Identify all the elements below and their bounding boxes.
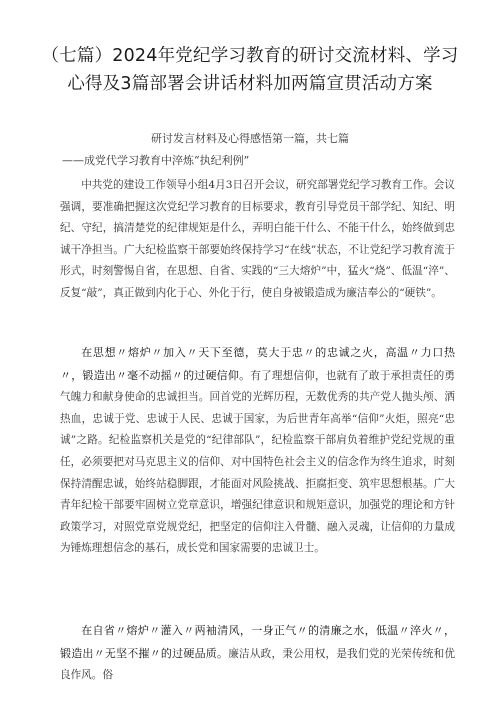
paragraph-2 xyxy=(60,342,455,560)
section-subheading: 研讨发言材料及心得感悟第一篇，共七篇 xyxy=(151,132,349,145)
article-byline: ——成党代学习教育中淬炼“执纪利例” xyxy=(62,154,250,167)
title-line-2: 心得及3篇部署会讲话材料加两篇宣贯活动方案 xyxy=(67,74,433,94)
paragraph-3-body: 廉洁从政，秉公用权，是我们党的光荣传统和优良作风。俗 xyxy=(60,647,456,682)
paragraph-1-body: 中共党的建设工作领导小组4月3日召开会议，研究部署党纪学习教育工作。会议强调，要准确把握这次党纪学习教育的目标要求，教育引导党员干部学纪、知纪、明纪、守纪，搞清楚党的纪律规矩是什么，弄明白能干什么、不能干什么，始终做到忠诚干净担当。广大纪检监察干部要始终保持学习“在线”状态，不让党纪学习教育流于形式，时刻警惕自省，在思想、自省、实践的“三大熔炉”中，猛火“烧”、低温“淬”、反复“敲”，真正做到内化于心、外化于行，使自身被锻造成为廉洁奉公的“硬铁”。 xyxy=(60,179,455,299)
title-line-1: （七篇）2024年党纪学习教育的研讨交流材料、学习 xyxy=(41,46,459,66)
document-title xyxy=(30,42,470,98)
paragraph-2-lead: 在思想〃熔炉〃加入〃天下至德，莫大于忠〃的忠诚之火，高温〃力口热〃，锻造出〃毫不动摇〃的过硬信仰。 xyxy=(60,346,455,382)
paragraph-3-lead: 在自省〃熔炉〃灌入〃两袖清风，一身正气〃的清廉之水，低温〃淬火〃，锻造出〃无坚不摧〃的过硬品质。 xyxy=(60,624,455,660)
paragraph-2-body: 有了理想信仰，也就有了敢于承担责任的勇气魄力和献身使命的忠诚担当。回首党的光辉历程，无数优秀的共产党人抛头颅、洒热血，忠诚于党、忠诚于人民、忠诚于国家，为后世青年高举“信仰”火炬，照亮“忠诚”之路。纪检监察机关是党的“纪律部队”，纪检监察干部肩负着维护党纪党规的重任，必须要把对马克思主义的信仰、对中国特色社会主义的信念作为终生追求，时刻保持清醒忠诚，始终站稳脚跟，才能面对风险挑战、拒腐拒变、筑牢思想根基。广大青年纪检干部要牢固树立党章意识，增强纪律意识和规矩意识，加强党的理论和方针政策学习，对照党章党规党纪，把坚定的信仰注入骨髓、融入灵魂，让信仰的力量成为锤炼理想信念的基石，成长党和国家需要的忠诚卫士。 xyxy=(60,369,456,555)
paragraph-1 xyxy=(60,174,455,305)
paragraph-3 xyxy=(60,620,455,687)
